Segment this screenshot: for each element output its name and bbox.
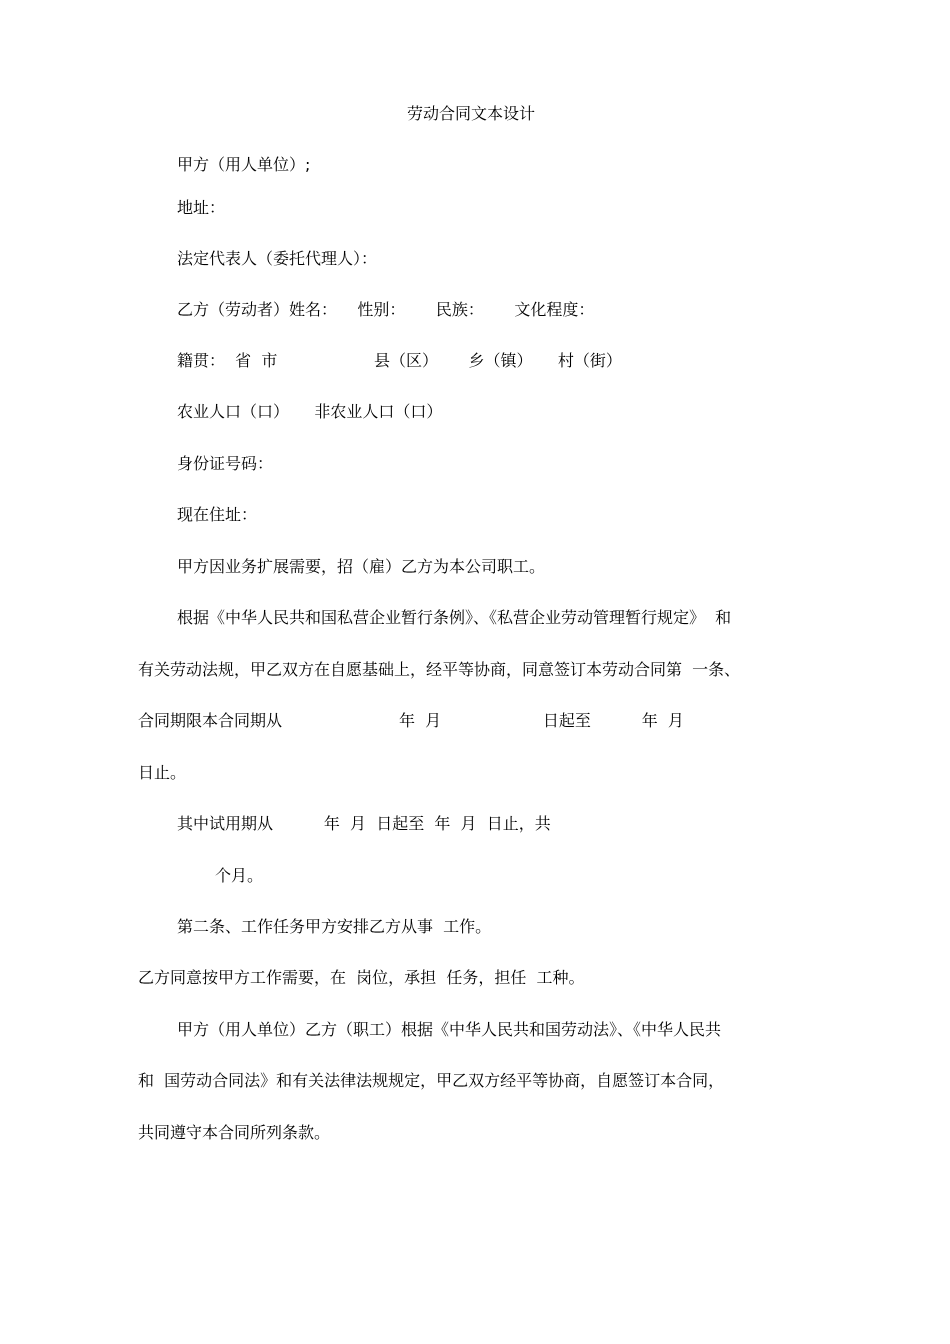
article-two-line: 第二条、工作任务甲方安排乙方从事 工作。 — [177, 917, 492, 936]
paragraph-line: 甲方（用人单位）乙方（职工）根据《中华人民共和国劳动法》、《中华人民共 — [177, 1020, 722, 1039]
paragraph-line: 日止。 — [138, 763, 187, 782]
paragraph-line: 甲方因业务扩展需要，招（雇）乙方为本公司职工。 — [177, 557, 546, 576]
contract-term-line: 合同期限本合同期从 年 月 日起至 年 月 — [138, 711, 684, 730]
legal-representative-line: 法定代表人（委托代理人）： — [177, 249, 378, 268]
document-title: 劳动合同文本设计 — [407, 104, 536, 123]
household-type-line: 农业人口（口） 非农业人口（口） — [177, 402, 443, 421]
address-line: 地址： — [177, 198, 226, 217]
paragraph-line: 有关劳动法规，甲乙双方在自愿基础上，经平等协商，同意签订本劳动合同第 一条、 — [138, 660, 741, 679]
paragraph-line: 个月。 — [215, 866, 264, 885]
party-a-line: 甲方（用人单位）; — [177, 155, 311, 174]
id-number-line: 身份证号码： — [177, 454, 274, 473]
paragraph-line: 乙方同意按甲方工作需要，在 岗位，承担 任务，担任 工种。 — [138, 968, 585, 987]
paragraph-line: 和 国劳动合同法》和有关法律法规规定，甲乙双方经平等协商，自愿签订本合同， — [138, 1071, 725, 1090]
party-b-info-line: 乙方（劳动者）姓名： 性别： 民族： 文化程度： — [177, 300, 595, 319]
probation-line: 其中试用期从 年 月 日起至 年 月 日止，共 — [177, 814, 551, 833]
current-address-line: 现在住址： — [177, 505, 258, 524]
native-place-line: 籍贯： 省 市 县（区） 乡（镇） 村（街） — [177, 351, 622, 370]
paragraph-line: 共同遵守本合同所列条款。 — [138, 1123, 331, 1142]
paragraph-line: 根据《中华人民共和国私营企业暂行条例》、《私营企业劳动管理暂行规定》 和 — [177, 608, 732, 627]
